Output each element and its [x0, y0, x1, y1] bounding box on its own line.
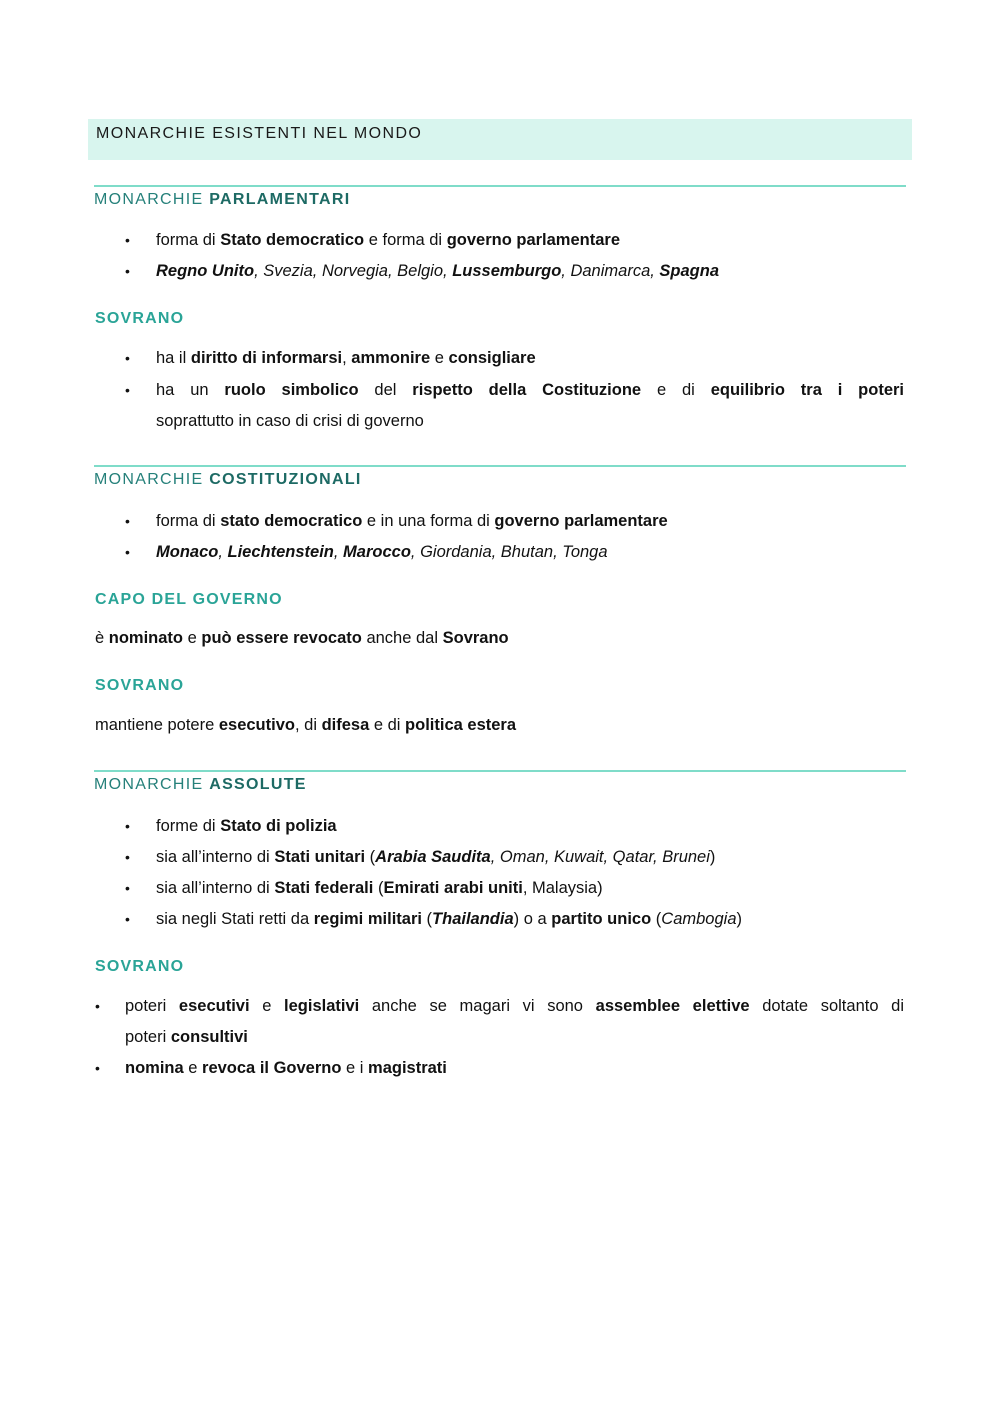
paragraph: mantiene potere esecutivo, di difesa e di politica estera: [95, 716, 517, 734]
bullet-icon: •: [95, 1060, 100, 1076]
list-item: Monaco, Liechtenstein, Marocco, Giordania, Bhutan, Tonga: [156, 543, 608, 561]
subheading-capo-del-governo: CAPO DEL GOVERNO: [95, 591, 283, 608]
bullet-icon: •: [125, 880, 130, 896]
list-item: forme di Stato di polizia: [156, 817, 337, 835]
bullet-icon: •: [125, 818, 130, 834]
heading-assolute: MONARCHIE ASSOLUTE: [94, 770, 906, 794]
bullet-icon: •: [125, 544, 130, 560]
list-item: sia all’interno di Stati unitari (Arabia Saudita, Oman, Kuwait, Qatar, Brunei): [156, 848, 716, 866]
list-item: ha il diritto di informarsi, ammonire e consigliare: [156, 349, 536, 367]
bullet-icon: •: [125, 911, 130, 927]
bullet-icon: •: [95, 998, 100, 1014]
list-item-continuation: poteri consultivi: [125, 1028, 248, 1046]
list-item: forma di Stato democratico e forma di governo parlamentare: [156, 231, 620, 249]
list-item: sia negli Stati retti da regimi militari (Thailandia) o a partito unico (Cambogia): [156, 910, 742, 928]
bullet-icon: •: [125, 263, 130, 279]
list-item: Regno Unito, Svezia, Norvegia, Belgio, Lussemburgo, Danimarca, Spagna: [156, 262, 720, 280]
title-banner: [88, 119, 912, 160]
list-item-continuation: soprattutto in caso di crisi di governo: [156, 412, 424, 430]
subheading-sovrano: SOVRANO: [95, 677, 185, 694]
list-item: forma di stato democratico e in una forma di governo parlamentare: [156, 512, 668, 530]
heading-costituzionali: MONARCHIE COSTITUZIONALI: [94, 465, 906, 489]
bullet-icon: •: [125, 513, 130, 529]
subheading-sovrano: SOVRANO: [95, 310, 185, 327]
bullet-icon: •: [125, 849, 130, 865]
bullet-icon: •: [125, 350, 130, 366]
document-title: MONARCHIE ESISTENTI NEL MONDO: [96, 125, 423, 142]
heading-parlamentari: MONARCHIE PARLAMENTARI: [94, 185, 906, 209]
list-item: nomina e revoca il Governo e i magistrati: [125, 1059, 447, 1077]
list-item: ha un ruolo simbolico del rispetto della Costituzione e di equilibrio tra i poteri: [156, 381, 905, 399]
list-item: sia all’interno di Stati federali (Emirati arabi uniti, Malaysia): [156, 879, 603, 897]
bullet-icon: •: [125, 232, 130, 248]
paragraph: è nominato e può essere revocato anche dal Sovrano: [95, 629, 509, 647]
list-item: poteri esecutivi e legislativi anche se magari vi sono assemblee elettive dotate soltanto di: [125, 997, 904, 1015]
subheading-sovrano: SOVRANO: [95, 958, 185, 975]
bullet-icon: •: [125, 382, 130, 398]
